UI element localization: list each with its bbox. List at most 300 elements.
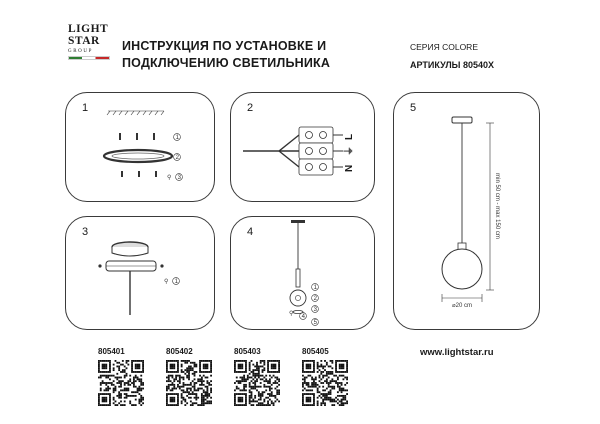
qr-module bbox=[249, 386, 251, 388]
qr-module bbox=[100, 388, 102, 390]
qr-module bbox=[170, 371, 172, 373]
qr-module bbox=[274, 371, 276, 373]
qr-module bbox=[177, 397, 179, 399]
qr-module bbox=[124, 377, 126, 379]
qr-module bbox=[184, 399, 186, 401]
qr-module bbox=[190, 397, 192, 399]
terminal-n-label: N bbox=[344, 164, 355, 172]
qr-module bbox=[168, 371, 170, 373]
qr-module bbox=[238, 382, 240, 384]
qr-module bbox=[341, 400, 343, 402]
qr-module bbox=[203, 389, 205, 391]
qr-module bbox=[183, 391, 185, 393]
qr-module bbox=[113, 369, 115, 371]
qr-module bbox=[276, 389, 278, 391]
qr-module bbox=[330, 382, 332, 384]
qr-module bbox=[331, 371, 333, 373]
qr-module bbox=[131, 404, 133, 406]
qr-module bbox=[205, 364, 207, 366]
qr-module bbox=[173, 384, 175, 386]
qr-module bbox=[195, 366, 197, 368]
qr-module bbox=[265, 397, 267, 399]
qr-module bbox=[115, 388, 117, 390]
qr-module bbox=[197, 389, 199, 391]
qr-module bbox=[260, 402, 262, 404]
qr-module bbox=[206, 386, 208, 388]
qr-module bbox=[188, 367, 190, 369]
qr-module bbox=[326, 362, 328, 364]
qr-module bbox=[203, 402, 205, 404]
qr-module bbox=[252, 371, 254, 373]
qr-module bbox=[263, 364, 265, 366]
qr-module bbox=[245, 378, 247, 380]
qr-module bbox=[98, 400, 100, 402]
qr-module bbox=[100, 389, 102, 391]
qr-module bbox=[326, 395, 328, 397]
qr-module bbox=[322, 402, 324, 404]
qr-module bbox=[105, 364, 107, 366]
qr-module bbox=[118, 369, 120, 371]
qr-module bbox=[306, 404, 308, 406]
qr-module bbox=[267, 386, 269, 388]
website-url[interactable]: www.lightstar.ru bbox=[420, 347, 494, 358]
qr-module bbox=[194, 397, 196, 399]
qr-module bbox=[199, 371, 201, 373]
qr-module bbox=[247, 375, 249, 377]
qr-module bbox=[236, 393, 238, 395]
qr-module bbox=[168, 386, 170, 388]
qr-module bbox=[138, 371, 140, 373]
qr-module bbox=[317, 404, 319, 406]
qr-module bbox=[109, 367, 111, 369]
qr-module bbox=[234, 400, 236, 402]
qr-module bbox=[133, 377, 135, 379]
qr-module bbox=[342, 371, 344, 373]
qr-module bbox=[183, 371, 185, 373]
qr-module bbox=[313, 364, 315, 366]
step-number: 2 bbox=[247, 102, 254, 114]
qr-module bbox=[118, 380, 120, 382]
qr-module bbox=[140, 388, 142, 390]
qr-module bbox=[184, 360, 186, 362]
qr-module bbox=[175, 404, 177, 406]
qr-module bbox=[278, 380, 280, 382]
qr-module bbox=[210, 369, 212, 371]
qr-module bbox=[245, 400, 247, 402]
qr-module bbox=[133, 391, 135, 393]
qr-module bbox=[201, 402, 203, 404]
qr-module bbox=[274, 395, 276, 397]
qr-module bbox=[140, 399, 142, 401]
qr-module bbox=[238, 380, 240, 382]
qr-module bbox=[195, 364, 197, 366]
qr-module bbox=[109, 399, 111, 401]
qr-module bbox=[183, 377, 185, 379]
step-panel-4 bbox=[230, 216, 375, 330]
qr-module bbox=[116, 377, 118, 379]
qr-module bbox=[186, 367, 188, 369]
qr-module bbox=[331, 378, 333, 380]
qr-module bbox=[245, 360, 247, 362]
qr-module bbox=[133, 382, 135, 384]
qr-module bbox=[320, 373, 322, 375]
qr-module bbox=[142, 362, 144, 364]
qr-module bbox=[302, 371, 304, 373]
qr-module bbox=[203, 391, 205, 393]
qr-module bbox=[201, 404, 203, 406]
qr-module bbox=[308, 366, 310, 368]
qr-module bbox=[308, 399, 310, 401]
qr-module bbox=[104, 400, 106, 402]
tool-icon: ⚲ bbox=[167, 175, 172, 181]
qr-module bbox=[210, 400, 212, 402]
qr-module bbox=[166, 389, 168, 391]
qr-module bbox=[309, 366, 311, 368]
qr-module bbox=[194, 388, 196, 390]
qr-module bbox=[234, 397, 236, 399]
qr-module bbox=[177, 366, 179, 368]
qr-module bbox=[251, 386, 253, 388]
qr-module bbox=[276, 391, 278, 393]
qr-module bbox=[186, 362, 188, 364]
qr-module bbox=[129, 384, 131, 386]
qr-module bbox=[166, 395, 168, 397]
qr-module bbox=[140, 395, 142, 397]
qr-module bbox=[240, 399, 242, 401]
qr-module bbox=[274, 364, 276, 366]
qr-module bbox=[195, 399, 197, 401]
qr-module bbox=[313, 384, 315, 386]
qr-module bbox=[241, 364, 243, 366]
qr-module bbox=[269, 404, 271, 406]
qr-module bbox=[140, 400, 142, 402]
qr-module bbox=[104, 371, 106, 373]
qr-module bbox=[135, 366, 137, 368]
step-panel-5 bbox=[393, 92, 540, 330]
qr-module bbox=[241, 380, 243, 382]
qr-module bbox=[206, 395, 208, 397]
qr-module bbox=[168, 380, 170, 382]
qr-module bbox=[236, 380, 238, 382]
qr-module bbox=[313, 366, 315, 368]
qr-module bbox=[186, 375, 188, 377]
qr-module bbox=[308, 364, 310, 366]
qr-module bbox=[308, 384, 310, 386]
qr-code-1 bbox=[98, 360, 144, 406]
qr-module bbox=[308, 382, 310, 384]
qr-module bbox=[267, 382, 269, 384]
qr-module bbox=[241, 367, 243, 369]
qr-module bbox=[133, 386, 135, 388]
qr-module bbox=[341, 375, 343, 377]
qr-module bbox=[330, 366, 332, 368]
qr-module bbox=[177, 384, 179, 386]
series-label: СЕРИЯ COLORE bbox=[410, 42, 478, 52]
qr-module bbox=[238, 393, 240, 395]
qr-module bbox=[137, 371, 139, 373]
qr-module bbox=[135, 360, 137, 362]
qr-module bbox=[188, 397, 190, 399]
qr-module bbox=[269, 382, 271, 384]
qr-module bbox=[177, 404, 179, 406]
qr-module bbox=[258, 386, 260, 388]
qr-module bbox=[236, 386, 238, 388]
qr-module bbox=[206, 388, 208, 390]
qr-module bbox=[201, 388, 203, 390]
qr-module bbox=[337, 386, 339, 388]
qr-module bbox=[177, 362, 179, 364]
qr-module bbox=[184, 404, 186, 406]
qr-module bbox=[102, 364, 104, 366]
qr-module bbox=[262, 366, 264, 368]
canopy-plate-inner bbox=[112, 153, 164, 159]
callout-3-label: 3 bbox=[313, 307, 317, 313]
qr-module bbox=[302, 386, 304, 388]
qr-module bbox=[118, 397, 120, 399]
callout-2-label: 2 bbox=[313, 296, 317, 302]
qr-module bbox=[328, 397, 330, 399]
qr-module bbox=[115, 389, 117, 391]
qr-module bbox=[276, 386, 278, 388]
qr-module bbox=[278, 360, 280, 362]
qr-module bbox=[346, 369, 348, 371]
qr-module bbox=[262, 375, 264, 377]
qr-module bbox=[177, 395, 179, 397]
qr-module bbox=[126, 397, 128, 399]
qr-module bbox=[256, 400, 258, 402]
qr-module bbox=[133, 371, 135, 373]
qr-module bbox=[166, 388, 168, 390]
qr-module bbox=[273, 402, 275, 404]
qr-module bbox=[131, 360, 133, 362]
qr-module bbox=[194, 378, 196, 380]
tool-icon: ⚲ bbox=[289, 311, 294, 317]
qr-module bbox=[113, 367, 115, 369]
qr-module bbox=[203, 400, 205, 402]
ceiling-canopy bbox=[452, 117, 472, 123]
qr-module bbox=[184, 384, 186, 386]
qr-module bbox=[243, 377, 245, 379]
qr-module bbox=[194, 373, 196, 375]
qr-module bbox=[107, 377, 109, 379]
qr-module bbox=[311, 378, 313, 380]
callout-1-label: 1 bbox=[313, 285, 317, 291]
qr-module bbox=[302, 375, 304, 377]
qr-module bbox=[319, 386, 321, 388]
qr-module bbox=[113, 391, 115, 393]
qr-module bbox=[188, 371, 190, 373]
qr-module bbox=[210, 362, 212, 364]
qr-module bbox=[273, 382, 275, 384]
qr-module bbox=[342, 378, 344, 380]
qr-module bbox=[190, 362, 192, 364]
qr-module bbox=[309, 393, 311, 395]
qr-module bbox=[245, 367, 247, 369]
qr-module bbox=[100, 404, 102, 406]
qr-module bbox=[206, 389, 208, 391]
qr-module bbox=[262, 404, 264, 406]
qr-module bbox=[245, 404, 247, 406]
qr-module bbox=[304, 360, 306, 362]
qr-module bbox=[129, 402, 131, 404]
qr-module bbox=[234, 362, 236, 364]
qr-module bbox=[267, 371, 269, 373]
qr-module bbox=[181, 371, 183, 373]
qr-module bbox=[278, 389, 280, 391]
qr-module bbox=[113, 364, 115, 366]
qr-module bbox=[271, 388, 273, 390]
qr-module bbox=[339, 400, 341, 402]
qr-module bbox=[205, 402, 207, 404]
qr-module bbox=[172, 360, 174, 362]
qr-module bbox=[177, 380, 179, 382]
qr-module bbox=[326, 378, 328, 380]
qr-module bbox=[138, 364, 140, 366]
qr-module bbox=[258, 377, 260, 379]
qr-module bbox=[306, 400, 308, 402]
qr-module bbox=[269, 388, 271, 390]
callout-1 bbox=[164, 278, 179, 285]
qr-module bbox=[263, 362, 265, 364]
qr-module bbox=[172, 397, 174, 399]
qr-module bbox=[251, 404, 253, 406]
qr-module bbox=[324, 360, 326, 362]
diameter-dimension bbox=[442, 294, 482, 302]
canopy-plate bbox=[104, 150, 172, 162]
qr-module bbox=[328, 399, 330, 401]
qr-module bbox=[179, 378, 181, 380]
qr-module bbox=[265, 380, 267, 382]
qr-module bbox=[333, 400, 335, 402]
qr-module bbox=[342, 366, 344, 368]
qr-module bbox=[326, 382, 328, 384]
qr-module bbox=[104, 393, 106, 395]
qr-module bbox=[328, 377, 330, 379]
qr-module bbox=[251, 393, 253, 395]
logo-word-star: STAR bbox=[68, 34, 100, 47]
qr-module bbox=[240, 371, 242, 373]
qr-module bbox=[328, 382, 330, 384]
qr-module bbox=[276, 378, 278, 380]
qr-module bbox=[273, 395, 275, 397]
qr-module bbox=[319, 380, 321, 382]
qr-module bbox=[172, 366, 174, 368]
qr-module bbox=[252, 369, 254, 371]
qr-module bbox=[346, 382, 348, 384]
qr-module bbox=[243, 386, 245, 388]
qr-module bbox=[269, 386, 271, 388]
qr-module bbox=[166, 367, 168, 369]
qr-module bbox=[206, 402, 208, 404]
qr-module bbox=[341, 389, 343, 391]
qr-module bbox=[311, 377, 313, 379]
qr-module bbox=[322, 399, 324, 401]
qr-module bbox=[126, 395, 128, 397]
qr-module bbox=[254, 375, 256, 377]
qr-module bbox=[118, 393, 120, 395]
qr-module bbox=[313, 367, 315, 369]
qr-module bbox=[172, 364, 174, 366]
qr-module bbox=[210, 367, 212, 369]
qr-module bbox=[306, 384, 308, 386]
qr-module bbox=[243, 389, 245, 391]
qr-module bbox=[252, 382, 254, 384]
qr-module bbox=[142, 399, 144, 401]
qr-module bbox=[107, 371, 109, 373]
article-code-4: 805405 bbox=[302, 347, 329, 356]
qr-module bbox=[245, 362, 247, 364]
qr-module bbox=[258, 375, 260, 377]
qr-module bbox=[344, 395, 346, 397]
qr-module bbox=[197, 404, 199, 406]
qr-module bbox=[267, 402, 269, 404]
qr-module bbox=[322, 393, 324, 395]
qr-module bbox=[199, 380, 201, 382]
qr-module bbox=[168, 393, 170, 395]
qr-module bbox=[273, 360, 275, 362]
qr-module bbox=[263, 377, 265, 379]
qr-module bbox=[133, 380, 135, 382]
qr-module bbox=[260, 362, 262, 364]
qr-module bbox=[192, 393, 194, 395]
qr-module bbox=[258, 371, 260, 373]
qr-module bbox=[140, 380, 142, 382]
qr-module bbox=[240, 382, 242, 384]
qr-module bbox=[245, 393, 247, 395]
qr-module bbox=[245, 389, 247, 391]
qr-module bbox=[104, 364, 106, 366]
qr-module bbox=[203, 399, 205, 401]
qr-module bbox=[109, 404, 111, 406]
qr-module bbox=[308, 404, 310, 406]
qr-module bbox=[179, 380, 181, 382]
qr-module bbox=[102, 382, 104, 384]
qr-module bbox=[315, 378, 317, 380]
qr-module bbox=[201, 393, 203, 395]
qr-module bbox=[236, 360, 238, 362]
qr-module bbox=[240, 393, 242, 395]
qr-module bbox=[111, 382, 113, 384]
qr-module bbox=[240, 404, 242, 406]
screw-left bbox=[98, 264, 101, 267]
qr-module bbox=[326, 364, 328, 366]
qr-module bbox=[138, 380, 140, 382]
qr-module bbox=[271, 393, 273, 395]
qr-module bbox=[142, 369, 144, 371]
qr-module bbox=[192, 386, 194, 388]
qr-module bbox=[137, 360, 139, 362]
qr-module bbox=[140, 382, 142, 384]
qr-module bbox=[98, 399, 100, 401]
qr-module bbox=[337, 402, 339, 404]
qr-module bbox=[199, 375, 201, 377]
qr-module bbox=[243, 393, 245, 395]
qr-module bbox=[115, 360, 117, 362]
qr-module bbox=[170, 393, 172, 395]
qr-module bbox=[319, 395, 321, 397]
qr-module bbox=[183, 399, 185, 401]
qr-module bbox=[129, 375, 131, 377]
qr-module bbox=[179, 382, 181, 384]
qr-module bbox=[166, 400, 168, 402]
qr-module bbox=[269, 360, 271, 362]
qr-module bbox=[234, 399, 236, 401]
qr-module bbox=[166, 371, 168, 373]
qr-module bbox=[263, 380, 265, 382]
qr-module bbox=[173, 386, 175, 388]
qr-module bbox=[331, 362, 333, 364]
qr-module bbox=[120, 380, 122, 382]
